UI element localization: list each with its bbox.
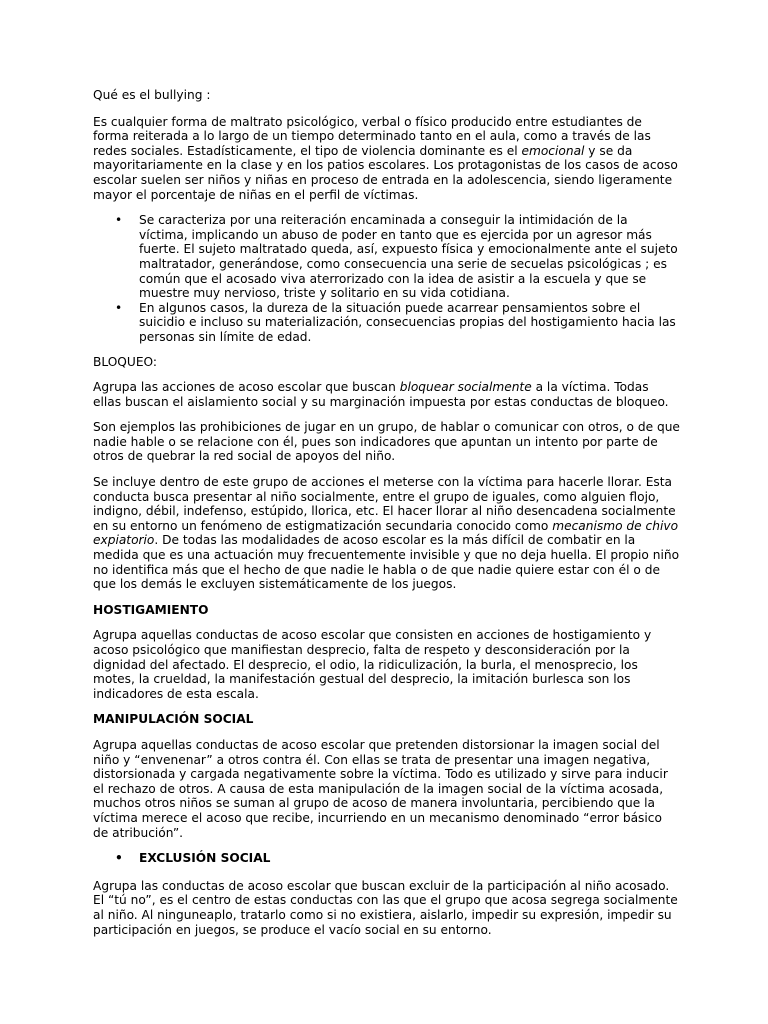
list-item-text: Se caracteriza por una reiteración encaminada a conseguir la intimidación de la víctima, implicando un abuso de poder en tanto que es ejercida por un agresor más fuerte. El sujeto maltratado queda, así, expuesto física y emocionalmente ante el sujeto maltratador, generándose, como consecuencia una serie de secuelas psicológicas ; es común que el acosado viva aterrorizado con la idea de asistir a la escuela y que se muestre muy nervioso, triste y solitario en su vida cotidiana. [139,213,678,301]
bloqueo-paragraph-3 [93,475,680,592]
bullet-icon: • [115,300,123,315]
bloqueo-p1-emphasis: bloquear socialmente [399,380,532,395]
manipulacion-heading: MANIPULACIÓN SOCIAL [93,712,254,727]
exclusion-list [93,851,680,866]
bloqueo-p3-text-b: . De todas las modalidades de acoso escolar es la más difícil de combatir en la medida que es una actuación muy frecuentemente invisible y que no deja huella. El propio niño no identifica más que el hecho de que nadie le habla o de que nadie quiere estar con él o de que los demás le excluyen sistemáticamente de los juegos. [93,533,680,592]
list-item [115,851,680,866]
hostigamiento-heading: HOSTIGAMIENTO [93,602,209,617]
bloqueo-p3-emphasis: mecanismo de chivo expiatorio [93,518,679,548]
intro-text-a: Es cualquier forma de maltrato psicológico, verbal o físico producido entre estudiantes de forma reiterada a lo largo de un tiempo determinado tanto en el aula, como a través de las redes sociales. Estadísticamente, el tipo de violencia dominante es el [93,114,651,158]
document-title: Qué es el bullying : [93,88,211,102]
bloqueo-paragraph-1 [93,380,680,409]
intro-emphasis: emocional [521,143,585,158]
characteristics-list [93,213,680,344]
intro-paragraph [93,115,680,203]
hostigamiento-paragraph: Agrupa aquellas conductas de acoso escolar que consisten en acciones de hostigamiento y acoso psicológico que manifiestan desprecio, falta de respeto y desconsideración por la dignidad del afectado. El desprecio, el odio, la ridiculización, la burla, el menosprecio, los motes, la crueldad, la manifestación gestual del desprecio, la imitación burlesca son los indicadores de esta escala. [93,628,652,701]
exclusion-paragraph: Agrupa las conductas de acoso escolar que buscan excluir de la participación al niño acosado. El “tú no”, es el centro de estas conductas con las que el grupo que acosa segrega socialmente al niño. Al ninguneарlo, tratarlo como si no existiera, aislarlo, impedir su expresión, impedir su participación en juegos, se produce el vacío social en su entorno. [93,878,678,937]
list-item [115,213,680,301]
list-item-text: En algunos casos, la dureza de la situación puede acarrear pensamientos sobre el suicidio e incluso su materialización, consecuencias propias del hostigamiento hacia las personas sin límite de edad. [139,300,676,344]
bloqueo-paragraph-2: Son ejemplos las prohibiciones de jugar en un grupo, de hablar o comunicar con otros, o de que nadie hable o se relacione con él, pues son indicadores que apuntan un intento por parte de otros de quebrar la red social de apoyos del niño. [93,420,680,464]
intro-text-b: y se da mayoritariamente en la clase y en los patios escolares. Los protagonistas de los casos de acoso escolar suelen ser niños y niñas en proceso de entrada en la adolescencia, siendo ligeramente mayor el porcentaje de niñas en el perfil de víctimas. [93,143,678,202]
bloqueo-p1-text-b: a la víctima. Todas ellas buscan el aislamiento social y su marginación impuesta por estas conductas de bloqueo. [93,380,669,409]
manipulacion-paragraph: Agrupa aquellas conductas de acoso escolar que pretenden distorsionar la imagen social del niño y “envenenar” a otros contra él. Con ellas se trata de presentar una imagen negativa, distorsionada y cargada negativamente sobre la víctima. Todo es utilizado y sirve para inducir el rechazo de otros. A causa de esta manipulación de la imagen social de la víctima acosada, muchos otros niños se suman al grupo de acoso de manera involuntaria, percibiendo que la víctima merece el acoso que recibe, incurriendo en un mecanismo denominado “error básico de atribución”. [93,737,668,840]
bloqueo-p1-text-a: Agrupa las acciones de acoso escolar que buscan [93,380,400,395]
bullet-icon: • [115,851,123,866]
list-item [115,300,680,345]
bloqueo-heading: BLOQUEO: [93,354,158,369]
bloqueo-p3-text-a: Se incluye dentro de este grupo de acciones el meterse con la víctima para hacerle llorar. Esta conducta busca presentar al niño socialmente, entre el grupo de iguales, como alguien flojo, indigno, débil, indefenso, estúpido, llorica, etc. El hacer llorar al niño desencadena socialmente en su entorno un fenómeno de estigmatización secundaria conocido como [93,475,676,533]
exclusion-heading: EXCLUSIÓN SOCIAL [139,851,271,866]
bullet-icon: • [115,213,123,228]
